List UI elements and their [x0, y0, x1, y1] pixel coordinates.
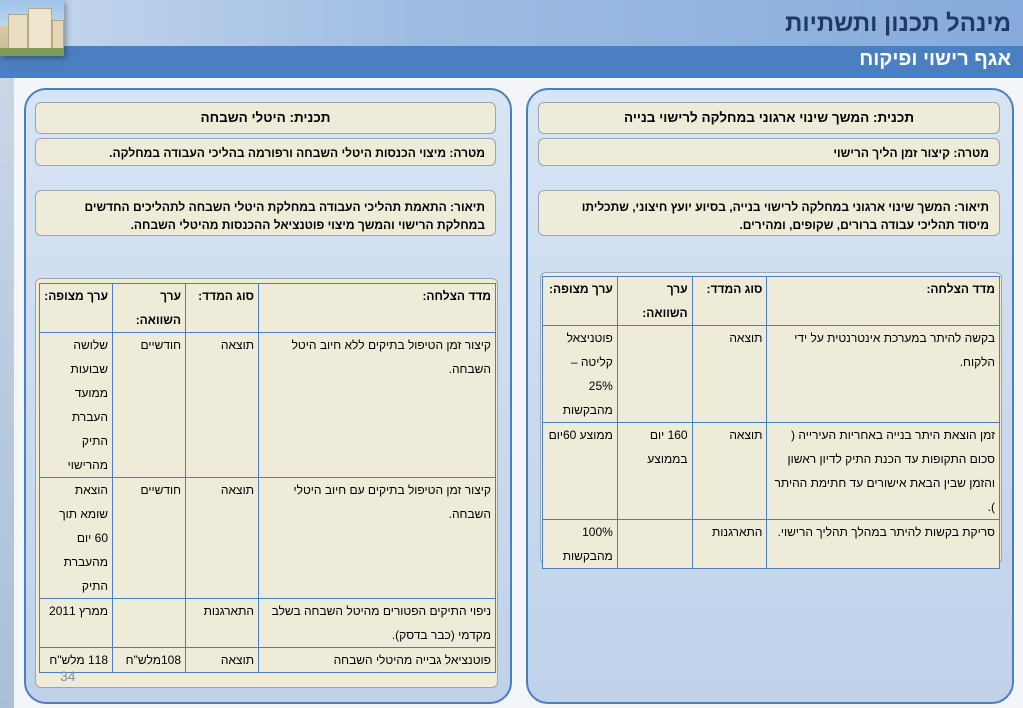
left-plan-title: תכנית: היטלי השבחה [35, 102, 496, 134]
table-cell: התארגנות [186, 599, 259, 648]
table-row [40, 478, 496, 599]
header-cell: ערך מצופה: [543, 277, 618, 326]
header-cell: סוג המדד: [692, 277, 767, 326]
table-cell: 160 יום בממוצע [617, 423, 692, 520]
table-cell: 100% מהבקשות [543, 520, 618, 569]
table-cell: תוצאה [186, 648, 259, 673]
table-cell: הוצאת שומא תוך 60 יום מהעברת התיק [40, 478, 113, 599]
table-cell: זמן הוצאת היתר בנייה באחריות העירייה ( סכום התקופות עד הכנת התיק לדיון ראשון והזמן שבין הבאת אישורים עד חתימת ההיתר ). [767, 423, 1000, 520]
left-goal: מטרה: מיצוי הכנסות היטלי השבחה ורפורמה בהליכי העבודה במחלקה. [35, 138, 496, 166]
right-metrics-table [542, 276, 1000, 569]
table-row [543, 326, 1000, 423]
header-cell: מדד הצלחה: [767, 277, 1000, 326]
table-cell: 118 מלש"ח [40, 648, 113, 673]
table-row [40, 599, 496, 648]
table-row [40, 648, 496, 673]
table-cell: 108מלש"ח [113, 648, 186, 673]
left-decor-strip [0, 78, 14, 708]
right-plan-title: תכנית: המשך שינוי ארגוני במחלקה לרישוי בנייה [538, 102, 1000, 134]
page-title: מינהל תכנון ותשתיות [785, 10, 1011, 37]
table-cell: התארגנות [692, 520, 767, 569]
table-cell: פוטנציאל גבייה מהיטלי השבחה [259, 648, 496, 673]
header-cell: ערך מצופה: [40, 284, 113, 333]
table-cell: תוצאה [692, 326, 767, 423]
table-row [40, 333, 496, 478]
table-cell: ממוצע 60יום [543, 423, 618, 520]
table-header-row [543, 277, 1000, 326]
table-cell: קיצור זמן הטיפול בתיקים ללא חיוב היטל השבחה. [259, 333, 496, 478]
table-cell: ממרץ 2011 [40, 599, 113, 648]
table-cell: תוצאה [186, 333, 259, 478]
table-cell: פוטניצאל קליטה – 25% מהבקשות [543, 326, 618, 423]
table-header-row [40, 284, 496, 333]
left-description: תיאור: התאמת תהליכי העבודה במחלקת היטלי השבחה לתהליכים החדשים במחלקת הרישוי והמשך מיצוי פוטנציאל ההכנסות מהיטלי השבחה. [35, 190, 496, 236]
page-number: 34 [60, 668, 76, 684]
table-cell: חודשיים [113, 333, 186, 478]
table-cell: ניפוי התיקים הפטורים מהיטל השבחה בשלב מקדמי (כבר בדסק). [259, 599, 496, 648]
right-goal: מטרה: קיצור זמן הליך הרישוי [538, 138, 1000, 166]
table-cell: שלושה שבועות ממועד העברת התיק מהרישוי [40, 333, 113, 478]
page-subtitle: אגף רישוי ופיקוח [859, 48, 1011, 70]
table-cell: בקשה להיתר במערכת אינטרנטית על ידי הלקוח. [767, 326, 1000, 423]
table-cell: תוצאה [692, 423, 767, 520]
header-cell: סוג המדד: [186, 284, 259, 333]
table-cell [617, 326, 692, 423]
header-cell: מדד הצלחה: [259, 284, 496, 333]
header-cell: ערך השוואה: [617, 277, 692, 326]
table-cell: קיצור זמן הטיפול בתיקים עם חיוב היטלי השבחה. [259, 478, 496, 599]
left-metrics-table [39, 283, 496, 673]
table-row [543, 520, 1000, 569]
table-cell [617, 520, 692, 569]
table-cell [113, 599, 186, 648]
table-row [543, 423, 1000, 520]
table-cell: חודשיים [113, 478, 186, 599]
header-cell: ערך השוואה: [113, 284, 186, 333]
right-description: תיאור: המשך שינוי ארגוני במחלקה לרישוי בנייה, בסיוע יועץ חיצוני, שתכליתו מיסוד תהליכי עבודה ברורים, שקופים, ומהירים. [538, 190, 1000, 236]
building-logo-icon [0, 0, 64, 56]
table-cell: סריקת בקשות להיתר במהלך תהליך הרישוי. [767, 520, 1000, 569]
table-cell: תוצאה [186, 478, 259, 599]
